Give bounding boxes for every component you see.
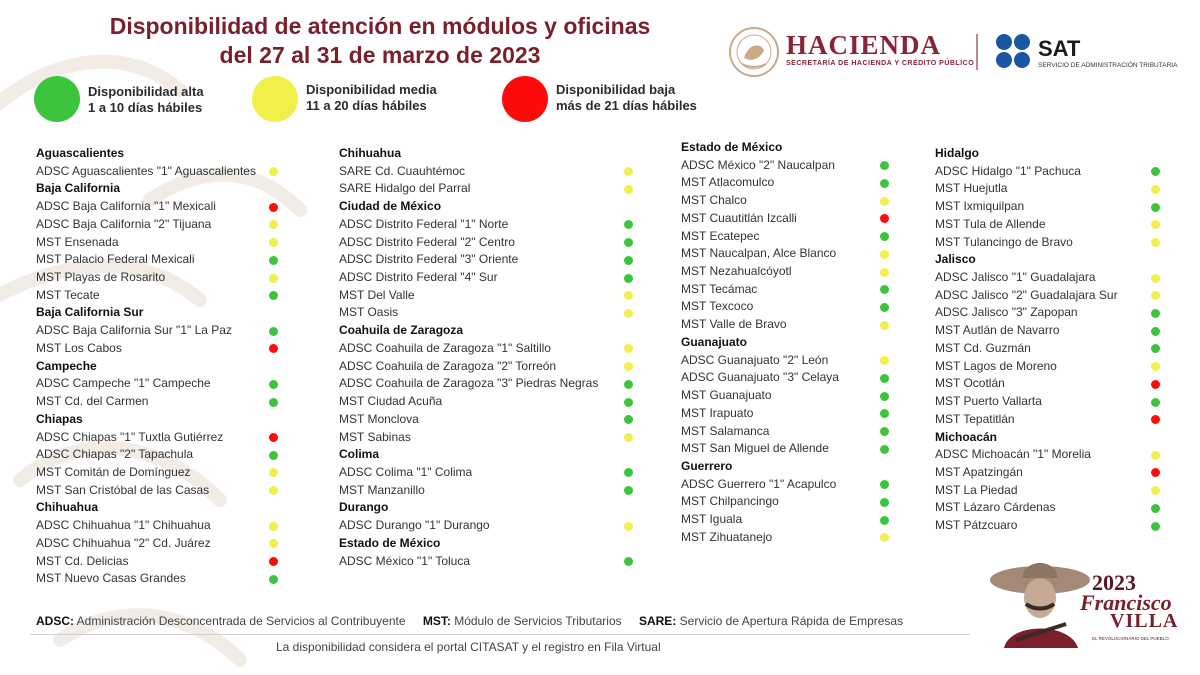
office-name: ADSC Guanajuato "3" Celaya (681, 370, 839, 385)
office-row (339, 393, 442, 411)
title-line-1: Disponibilidad de atención en módulos y oficinas (109, 13, 651, 39)
availability-dot-alta (1151, 167, 1160, 176)
availability-dot-media (1151, 220, 1160, 229)
office-row (935, 269, 1096, 287)
footnote-abbr: SARE: (638, 614, 677, 628)
office-row (36, 535, 211, 553)
office-name: MST Comitán de Domínguez (36, 464, 191, 479)
office-name: MST Los Cabos (36, 340, 122, 355)
office-row (339, 304, 398, 322)
office-name: ADSC Chiapas "1" Tuxtla Gutiérrez (36, 429, 224, 444)
office-name: MST Huejutla (935, 181, 1008, 196)
office-name: ADSC Chihuahua "1" Chihuahua (36, 518, 211, 533)
office-row (935, 375, 1005, 393)
office-row (339, 234, 515, 252)
availability-dot-alta (624, 557, 633, 566)
office-name: MST Puerto Vallarta (935, 394, 1042, 409)
legend-range: 11 a 20 días hábiles (306, 98, 427, 113)
office-name: MST Nezahualcóyotl (681, 264, 792, 279)
office-row (36, 393, 148, 411)
office-name: MST Lázaro Cárdenas (935, 500, 1056, 515)
availability-dot-alta (880, 303, 889, 312)
office-name: MST Autlán de Navarro (935, 323, 1060, 338)
availability-dot-baja (1151, 468, 1160, 477)
state-heading (36, 145, 124, 163)
footer-divider (30, 634, 970, 635)
availability-dot-alta (880, 516, 889, 525)
availability-dot-media (880, 356, 889, 365)
office-row (935, 340, 1031, 358)
state-heading (339, 145, 401, 163)
office-row (681, 157, 835, 175)
availability-dot-alta (1151, 327, 1160, 336)
office-name: MST Oasis (339, 305, 399, 320)
availability-dot-alta (269, 327, 278, 336)
availability-dot-media (624, 167, 633, 176)
office-name: ADSC Coahuila de Zaragoza "2" Torreón (339, 358, 557, 373)
office-row (681, 192, 747, 210)
office-name: ADSC Distrito Federal "2" Centro (339, 234, 515, 249)
office-name: ADSC Chihuahua "2" Cd. Juárez (36, 535, 211, 550)
office-row (935, 499, 1056, 517)
office-row (681, 387, 772, 405)
office-row (339, 411, 419, 429)
office-name: ADSC Guerrero "1" Acapulco (681, 476, 837, 491)
office-name: ADSC Durango "1" Durango (339, 518, 490, 533)
office-name: MST Ciudad Acuña (339, 394, 443, 409)
office-name: ADSC Baja California Sur "1" La Paz (36, 323, 232, 338)
office-name: MST Tepatitlán (935, 411, 1015, 426)
office-name: MST Ixmiquilpan (935, 199, 1025, 214)
legend-range: 1 a 10 días hábiles (88, 100, 203, 115)
availability-dot-media (269, 274, 278, 283)
office-row (339, 429, 411, 447)
office-row (681, 174, 774, 192)
office-name: MST Ensenada (36, 234, 119, 249)
availability-dot-alta (624, 274, 633, 283)
office-row (681, 405, 753, 423)
national-seal-icon (728, 26, 780, 78)
availability-dot-alta (269, 256, 278, 265)
legend-dot-baja (502, 76, 548, 122)
office-row (339, 517, 490, 535)
availability-dot-alta (880, 285, 889, 294)
hacienda-logo-text: HACIENDA (786, 30, 942, 60)
office-name: ADSC Guanajuato "2" León (681, 352, 829, 367)
logo-divider (976, 34, 978, 70)
availability-dot-media (269, 468, 278, 477)
footnote-text: Módulo de Servicios Tributarios (454, 614, 622, 628)
office-name: ADSC Colima "1" Colima (339, 464, 473, 479)
office-name: MST La Piedad (935, 482, 1018, 497)
office-row (681, 228, 759, 246)
availability-dot-alta (269, 398, 278, 407)
office-name: ADSC Baja California "2" Tijuana (36, 216, 212, 231)
state-heading (935, 145, 979, 163)
office-name: ADSC Hidalgo "1" Pachuca (935, 163, 1081, 178)
availability-dot-media (269, 539, 278, 548)
office-row (339, 358, 556, 376)
office-row (681, 440, 829, 458)
office-row (339, 340, 551, 358)
office-row (36, 517, 211, 535)
office-row (36, 234, 119, 252)
office-row (681, 263, 792, 281)
availability-dot-media (880, 321, 889, 330)
office-row (935, 358, 1057, 376)
availability-dot-media (1151, 185, 1160, 194)
office-row (935, 180, 1007, 198)
hacienda-subtitle: SECRETARÍA DE HACIENDA Y CRÉDITO PÚBLICO (786, 60, 975, 67)
office-row (339, 375, 598, 393)
availability-dot-baja (880, 214, 889, 223)
availability-dot-media (269, 486, 278, 495)
availability-dot-alta (624, 238, 633, 247)
state-heading (681, 139, 782, 157)
availability-dot-baja (269, 433, 278, 442)
badge-year: 2023 (1092, 570, 1136, 595)
state-name: Hidalgo (935, 146, 979, 160)
office-name: ADSC México "1" Toluca (339, 553, 471, 568)
state-name: Campeche (36, 358, 97, 373)
availability-dot-media (1151, 486, 1160, 495)
office-name: MST Atlacomulco (681, 175, 775, 190)
legend-label: Disponibilidad baja (556, 82, 676, 97)
office-name: MST Ecatepec (681, 228, 760, 243)
office-row (36, 251, 195, 269)
availability-dot-media (624, 344, 633, 353)
availability-dot-baja (1151, 415, 1160, 424)
office-row (935, 304, 1078, 322)
state-name: Estado de México (339, 535, 441, 550)
availability-dot-baja (269, 344, 278, 353)
office-row (339, 216, 508, 234)
availability-dot-alta (269, 291, 278, 300)
availability-dot-media (1151, 238, 1160, 247)
state-name: Guerrero (681, 458, 733, 473)
state-heading (339, 198, 441, 216)
availability-dot-media (1151, 291, 1160, 300)
office-name: ADSC Distrito Federal "4" Sur (339, 270, 498, 285)
availability-dot-alta (624, 398, 633, 407)
availability-dot-alta (880, 374, 889, 383)
office-name: ADSC Distrito Federal "3" Oriente (339, 252, 519, 267)
office-row (935, 482, 1018, 500)
office-row (36, 482, 209, 500)
office-row (935, 517, 1017, 535)
state-name: Coahuila de Zaragoza (339, 323, 464, 338)
office-row (935, 163, 1081, 181)
state-name: Chiapas (36, 411, 83, 426)
availability-dot-alta (880, 409, 889, 418)
office-row (339, 464, 472, 482)
office-row (681, 476, 836, 494)
office-row (935, 393, 1042, 411)
office-name: MST Cd. Delicias (36, 553, 129, 568)
office-name: MST Pátzcuaro (935, 518, 1018, 533)
availability-dot-alta (1151, 309, 1160, 318)
footnote-abbr: ADSC: (36, 614, 74, 628)
availability-dot-alta (269, 575, 278, 584)
state-heading (339, 322, 463, 340)
availability-dot-media (624, 362, 633, 371)
legend-dot-media (252, 76, 298, 122)
state-heading (681, 458, 732, 476)
office-row (681, 369, 839, 387)
office-row (36, 269, 165, 287)
office-name: MST Guanajuato (681, 388, 772, 403)
availability-dot-alta (624, 415, 633, 424)
office-name: ADSC México "2" Naucalpan (681, 157, 835, 172)
availability-dot-alta (880, 480, 889, 489)
office-row (681, 423, 769, 441)
office-row (681, 511, 742, 529)
state-heading (36, 180, 120, 198)
state-name: Baja California (36, 181, 121, 196)
office-name: MST Tecate (36, 287, 100, 302)
state-heading (339, 446, 379, 464)
office-row (935, 216, 1046, 234)
office-name: ADSC Michoacán "1" Morelia (935, 447, 1091, 462)
state-heading (36, 304, 143, 322)
office-name: MST Cuautitlán Izcalli (681, 210, 797, 225)
office-name: ADSC Jalisco "2" Guadalajara Sur (935, 287, 1118, 302)
office-row (681, 493, 779, 511)
footnote-text: Administración Desconcentrada de Servicios al Contribuyente (76, 614, 406, 628)
office-row (36, 216, 211, 234)
availability-dot-media (269, 167, 278, 176)
availability-note: La disponibilidad considera el portal CITASAT y el registro en Fila Virtual (276, 640, 661, 654)
availability-dot-alta (1151, 344, 1160, 353)
office-row (36, 287, 100, 305)
state-heading (339, 535, 440, 553)
availability-dot-alta (269, 451, 278, 460)
availability-dot-media (624, 291, 633, 300)
office-row (36, 322, 232, 340)
office-row (935, 464, 1023, 482)
office-name: MST Cd. Guzmán (935, 340, 1031, 355)
office-name: MST San Cristóbal de las Casas (36, 482, 210, 497)
availability-dot-alta (624, 468, 633, 477)
footnotes (36, 614, 903, 628)
state-name: Estado de México (681, 140, 783, 154)
availability-dot-media (624, 433, 633, 442)
office-name: ADSC Campeche "1" Campeche (36, 376, 211, 391)
office-name: MST Iguala (681, 512, 743, 527)
availability-dot-media (269, 522, 278, 531)
office-row (681, 529, 772, 547)
office-name: MST Ocotlán (935, 376, 1005, 391)
availability-dot-media (1151, 451, 1160, 460)
availability-dot-alta (624, 380, 633, 389)
availability-dot-alta (624, 486, 633, 495)
office-name: MST Lagos de Moreno (935, 358, 1057, 373)
office-row (339, 553, 470, 571)
state-heading (935, 251, 976, 269)
office-row (681, 352, 828, 370)
office-name: MST Apatzingán (935, 464, 1023, 479)
office-row (339, 287, 415, 305)
availability-dot-baja (269, 557, 278, 566)
legend-range: más de 21 días hábiles (556, 98, 697, 113)
office-row (339, 269, 498, 287)
availability-dot-media (880, 250, 889, 259)
state-name: Chihuahua (36, 500, 98, 515)
availability-dot-media (880, 533, 889, 542)
availability-dot-alta (880, 392, 889, 401)
availability-dot-baja (1151, 380, 1160, 389)
office-name: ADSC Distrito Federal "1" Norte (339, 216, 509, 231)
availability-dot-alta (880, 445, 889, 454)
availability-dot-alta (624, 220, 633, 229)
state-name: Aguascalientes (36, 146, 125, 160)
legend-label: Disponibilidad media (306, 82, 437, 97)
office-name: MST Zihuatanejo (681, 529, 773, 544)
office-row (36, 570, 186, 588)
state-name: Michoacán (935, 429, 998, 444)
office-row (339, 163, 465, 181)
state-heading (36, 411, 83, 429)
office-name: SARE Hidalgo del Parral (339, 181, 471, 196)
availability-dot-alta (880, 232, 889, 241)
badge-lastname: VILLA (1110, 610, 1179, 632)
sat-logo-text: SAT (1038, 36, 1081, 61)
state-heading (339, 499, 388, 517)
office-row (681, 245, 836, 263)
availability-dot-alta (880, 498, 889, 507)
office-name: ADSC Chiapas "2" Tapachula (36, 447, 194, 462)
villa-portrait-icon (986, 552, 1090, 648)
availability-dot-alta (1151, 504, 1160, 513)
legend-label: Disponibilidad alta (88, 84, 204, 99)
office-name: ADSC Coahuila de Zaragoza "1" Saltillo (339, 340, 551, 355)
office-name: MST Salamanca (681, 423, 770, 438)
office-name: MST Monclova (339, 411, 419, 426)
office-name: MST Tulancingo de Bravo (935, 234, 1073, 249)
state-heading (935, 429, 997, 447)
availability-dot-media (269, 238, 278, 247)
office-row (935, 287, 1118, 305)
state-heading (681, 334, 747, 352)
state-name: Jalisco (935, 252, 976, 267)
office-row (339, 180, 470, 198)
office-row (339, 482, 425, 500)
availability-dot-alta (269, 380, 278, 389)
availability-dot-media (624, 185, 633, 194)
availability-dot-alta (1151, 522, 1160, 531)
office-row (36, 429, 223, 447)
office-name: MST Naucalpan, Alce Blanco (681, 246, 837, 261)
office-name: MST Del Valle (339, 287, 415, 302)
office-name: MST Cd. del Carmen (36, 394, 149, 409)
title-line-2: del 27 al 31 de marzo de 2023 (219, 42, 541, 68)
availability-dot-media (624, 522, 633, 531)
availability-dot-media (1151, 274, 1160, 283)
office-row (935, 198, 1024, 216)
office-name: ADSC Jalisco "1" Guadalajara (935, 270, 1096, 285)
office-row (36, 375, 211, 393)
state-name: Durango (339, 500, 389, 515)
office-row (681, 281, 757, 299)
office-row (935, 234, 1073, 252)
badge-name: Francisco (1080, 590, 1172, 615)
office-row (36, 464, 191, 482)
availability-dot-media (880, 268, 889, 277)
legend-dot-alta (34, 76, 80, 122)
badge-tagline: EL REVOLUCIONARIO DEL PUEBLO (1092, 636, 1169, 641)
logos (722, 22, 1178, 82)
office-row (36, 553, 128, 571)
office-name: MST Tecámac (681, 281, 758, 296)
office-row (339, 251, 518, 269)
office-row (935, 411, 1015, 429)
availability-dot-media (1151, 362, 1160, 371)
office-name: SARE Cd. Cuauhtémoc (339, 163, 466, 178)
office-row (681, 210, 797, 228)
office-name: MST Texcoco (681, 299, 754, 314)
office-name: ADSC Aguascalientes "1" Aguascalientes (36, 163, 256, 178)
availability-dot-media (624, 309, 633, 318)
availability-dot-baja (269, 203, 278, 212)
office-name: MST Tula de Allende (935, 216, 1046, 231)
state-name: Colima (339, 447, 380, 462)
francisco-villa-badge (982, 548, 1192, 668)
footnote-abbr: MST: (422, 614, 451, 628)
office-name: MST Chilpancingo (681, 494, 779, 509)
availability-dot-media (880, 197, 889, 206)
office-row (36, 340, 122, 358)
availability-dot-alta (880, 427, 889, 436)
availability-dot-alta (1151, 398, 1160, 407)
page-title (60, 12, 700, 70)
office-name: MST Playas de Rosarito (36, 270, 166, 285)
office-name: MST Sabinas (339, 429, 411, 444)
state-name: Ciudad de México (339, 199, 442, 214)
office-name: MST Palacio Federal Mexicali (36, 252, 195, 267)
office-row (935, 446, 1091, 464)
sat-subtitle: SERVICIO DE ADMINISTRACIÓN TRIBUTARIA (1038, 62, 1178, 69)
availability-dot-alta (624, 256, 633, 265)
office-row (36, 198, 216, 216)
sat-logo-icon (994, 32, 1032, 70)
office-name: MST San Miguel de Allende (681, 441, 829, 456)
office-row (681, 298, 753, 316)
office-row (681, 316, 787, 334)
office-name: MST Valle de Bravo (681, 317, 787, 332)
footnote-text: Servicio de Apertura Rápida de Empresas (679, 614, 904, 628)
office-name: MST Chalco (681, 193, 747, 208)
availability-dot-alta (880, 179, 889, 188)
state-name: Guanajuato (681, 334, 748, 349)
state-name: Baja California Sur (36, 305, 144, 320)
office-name: MST Nuevo Casas Grandes (36, 571, 186, 586)
state-name: Chihuahua (339, 146, 401, 160)
office-name: ADSC Baja California "1" Mexicali (36, 199, 216, 214)
office-name: ADSC Jalisco "3" Zapopan (935, 305, 1078, 320)
availability-dot-alta (1151, 203, 1160, 212)
office-name: ADSC Coahuila de Zaragoza "3" Piedras Negras (339, 376, 599, 391)
availability-dot-media (269, 220, 278, 229)
state-heading (36, 358, 97, 376)
office-name: MST Irapuato (681, 405, 754, 420)
availability-dot-alta (880, 161, 889, 170)
state-heading (36, 499, 98, 517)
office-row (935, 322, 1060, 340)
office-row (36, 446, 193, 464)
office-row (36, 163, 256, 181)
office-name: MST Manzanillo (339, 482, 425, 497)
